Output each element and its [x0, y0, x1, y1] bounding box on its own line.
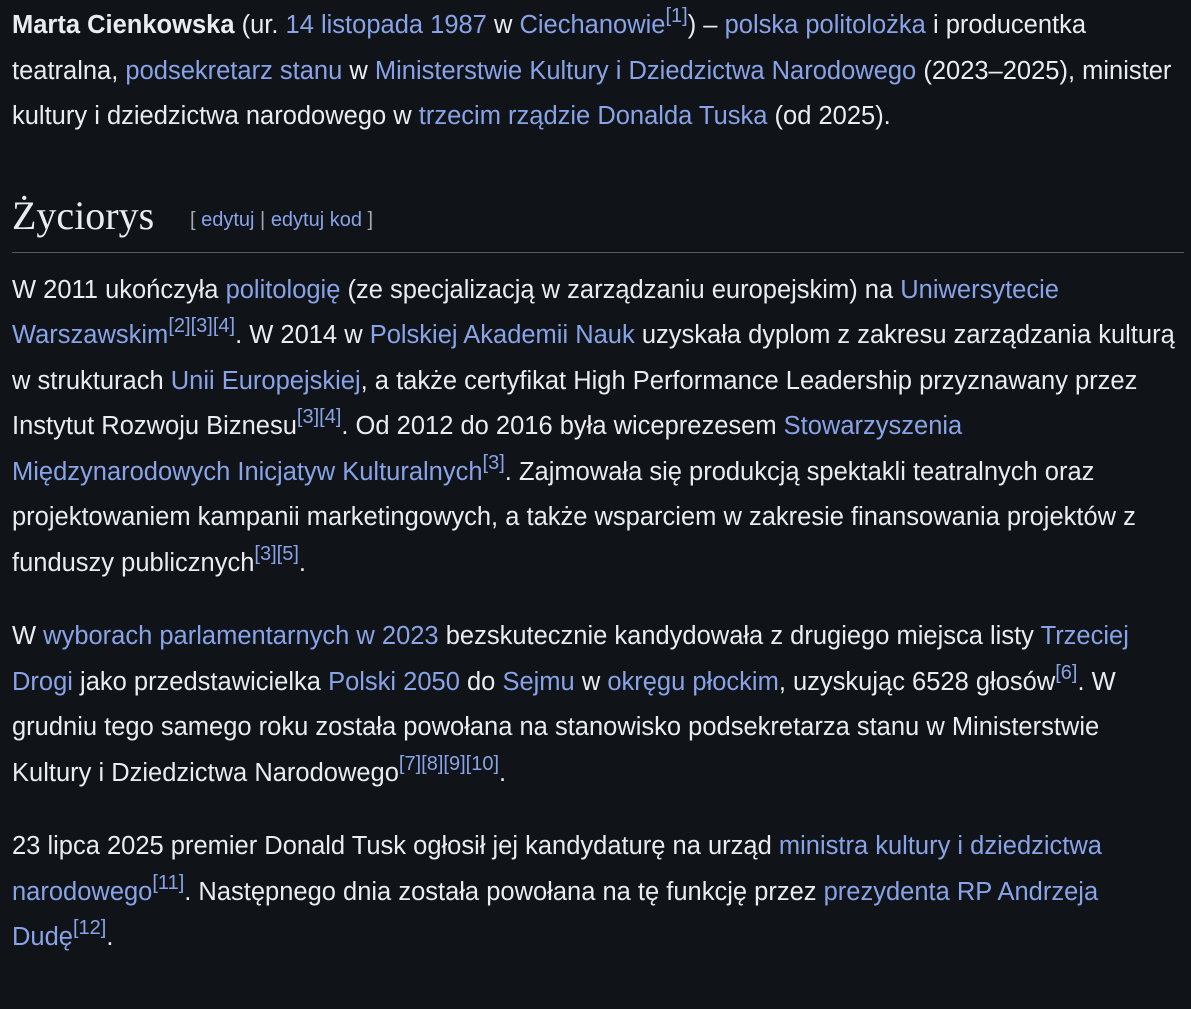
edit-bracket: [: [190, 208, 202, 231]
body-text: . W 2014 w: [235, 321, 370, 349]
politology-link[interactable]: politologię: [225, 275, 341, 304]
reference-link-11[interactable]: [11]: [152, 871, 185, 894]
body-text: . Zajmowała się produkcją spektakli teatralnych oraz projektowaniem kampanii marketingowych, a także wsparciem w zakresie finansowania projektów z funduszy publicznych: [12, 457, 1136, 577]
government-link[interactable]: trzecim rządzie Donalda Tuska: [418, 102, 768, 130]
intro-text: (2023–2025), minister kultury i dziedzictwa narodowego w: [12, 56, 1172, 130]
birth-place-link[interactable]: Ciechanowie: [519, 11, 666, 39]
intro-text: (ur.: [234, 11, 286, 39]
reference-link-8[interactable]: [8]: [421, 752, 444, 775]
ministry-link[interactable]: Ministerstwie Kultury i Dziedzictwa Narodowego: [374, 56, 917, 85]
reference-link-12[interactable]: [12]: [72, 917, 107, 939]
section-title: Życiorys: [12, 192, 155, 238]
academy-link[interactable]: Polskiej Akademii Nauk: [369, 321, 635, 349]
body-text: do: [459, 667, 503, 696]
intro-text: (od 2025).: [767, 102, 891, 130]
article-content: [12, 3, 1184, 961]
post-link[interactable]: podsekretarz stanu: [125, 56, 343, 85]
reference-link-3[interactable]: [3]: [254, 542, 277, 565]
reference-link-3[interactable]: [3]: [190, 315, 213, 337]
intro-text: w: [342, 56, 375, 85]
reference-link-6[interactable]: [6]: [1055, 661, 1078, 684]
reference-link-1[interactable]: [1]: [665, 5, 688, 27]
reference-link-7[interactable]: [7]: [398, 752, 422, 775]
elections-link[interactable]: wyborach parlamentarnych w 2023: [43, 622, 439, 650]
minister-link[interactable]: ministra kultury i dziedzictwa narodowego: [12, 832, 1102, 906]
edit-code-link[interactable]: edytuj kod: [270, 208, 362, 231]
reference-link-10[interactable]: [10]: [465, 752, 500, 775]
trzecia-droga-link[interactable]: Trzeciej Drogi: [12, 622, 1129, 696]
intro-text: i producentka teatralna,: [12, 11, 1087, 85]
reference-link-5[interactable]: [5]: [276, 542, 299, 565]
profession-link[interactable]: polska politolożka: [724, 11, 926, 39]
reference-link-2[interactable]: [2]: [168, 315, 191, 337]
association-link[interactable]: Stowarzyszenia Międzynarodowych Inicjatyw Kulturalnych: [12, 412, 963, 486]
university-link[interactable]: Uniwersytecie Warszawskim: [12, 275, 1059, 349]
reference-link-9[interactable]: [9]: [443, 752, 466, 775]
body-text: .: [499, 758, 507, 787]
intro-text: ) –: [687, 11, 725, 39]
birth-date-link[interactable]: 14 listopada 1987: [285, 11, 487, 39]
district-link[interactable]: okręgu płockim: [607, 667, 779, 696]
edit-separator: |: [254, 208, 271, 231]
reference-link-4[interactable]: [4]: [212, 315, 236, 337]
intro-paragraph: [12, 3, 1184, 140]
body-text: . W grudniu tego samego roku została powołana na stanowisko podsekretarza stanu w Ministerstwie Kultury i Dziedzictwa Narodowego: [12, 667, 1116, 787]
body-text: W: [12, 622, 44, 650]
reference-link-3[interactable]: [3]: [296, 406, 320, 428]
body-text: 23 lipca 2025 premier Donald Tusk ogłosił jej kandydaturę na urząd: [12, 832, 779, 860]
section-heading: [12, 192, 1184, 253]
body-text: , uzyskując 6528 głosów: [778, 667, 1056, 696]
biography-paragraph-1: [12, 268, 1184, 587]
biography-paragraph-3: [12, 824, 1184, 961]
edit-section-links: [190, 208, 373, 232]
edit-bracket: ]: [361, 208, 374, 231]
body-text: uzyskała dyplom z zakresu zarządzania kulturą w strukturach: [12, 321, 1175, 395]
reference-link-4[interactable]: [4]: [319, 406, 342, 428]
reference-link-3[interactable]: [3]: [482, 451, 505, 474]
body-text: . Następnego dnia została powołana na tę funkcję przez: [184, 877, 824, 906]
body-text: w: [574, 667, 608, 696]
president-link[interactable]: prezydenta RP Andrzeja Dudę: [12, 877, 1099, 951]
subject-name: Marta Cienkowska: [12, 11, 235, 39]
body-text: (ze specjalizacją w zarządzaniu europejskim) na: [340, 275, 901, 304]
eu-link[interactable]: Unii Europejskiej: [170, 366, 361, 395]
body-text: .: [298, 548, 306, 577]
body-text: . Od 2012 do 2016 była wiceprezesem: [341, 412, 784, 440]
body-text: bezskutecznie kandydowała z drugiego miejsca listy: [438, 622, 1041, 650]
intro-text: w: [486, 11, 520, 39]
biography-paragraph-2: [12, 614, 1184, 796]
party-link[interactable]: Polski 2050: [328, 667, 460, 696]
sejm-link[interactable]: Sejmu: [502, 667, 575, 696]
body-text: W 2011 ukończyła: [12, 275, 226, 304]
body-text: .: [106, 923, 114, 951]
body-text: , a także certyfikat High Performance Leadership przyznawany przez Instytut Rozwoju Biznesu: [12, 366, 1138, 440]
edit-link[interactable]: edytuj: [201, 208, 255, 231]
body-text: jako przedstawicielka: [72, 667, 329, 696]
